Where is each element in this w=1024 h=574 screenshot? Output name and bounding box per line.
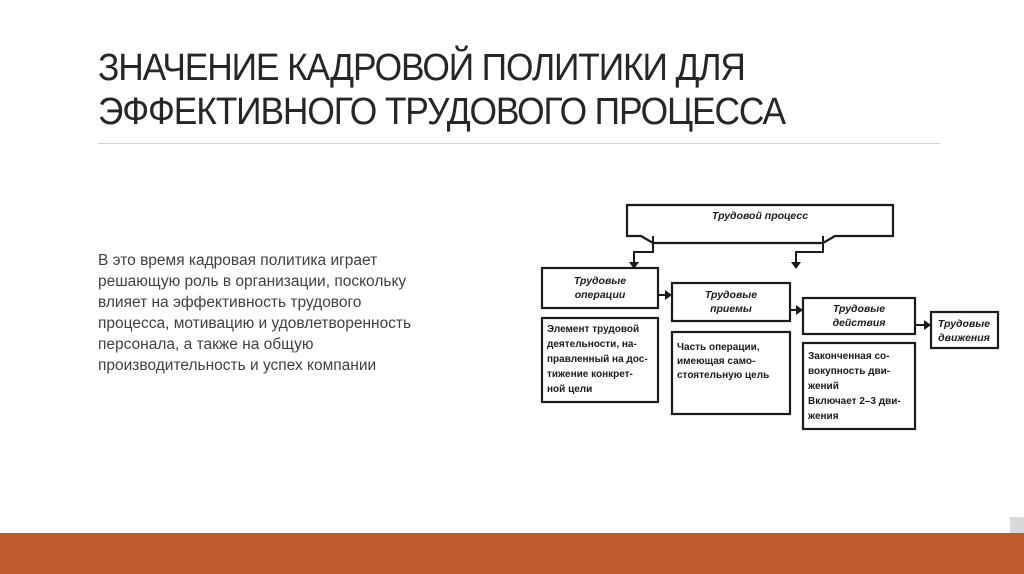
body-line: влияет на эффективность трудового xyxy=(98,294,362,311)
techniques-title-2: приемы xyxy=(710,303,752,315)
actions-desc-line: жений xyxy=(808,381,839,392)
actions-desc-line: Законченная со- xyxy=(808,351,890,362)
techniques-title-1: Трудовые xyxy=(704,289,758,301)
operations-desc-line: ной цели xyxy=(547,384,593,395)
body-line: производительность и успех компании xyxy=(98,357,377,374)
body-line: В это время кадровая политика играет xyxy=(98,252,378,269)
actions-desc-line: Включает 2–3 дви- xyxy=(808,396,901,407)
actions-desc-line: вокупность дви- xyxy=(808,366,891,377)
operations-box xyxy=(542,268,658,308)
techniques-desc-line: имеющая само- xyxy=(677,356,756,367)
actions-title-2: действия xyxy=(832,317,886,329)
actions-desc-line: жения xyxy=(808,411,839,422)
body-line: процесса, мотивацию и удовлетворенность xyxy=(98,315,412,332)
operations-title-2: операции xyxy=(574,289,626,301)
root-arrow-right-head xyxy=(791,262,801,269)
operations-desc-line: Элемент трудовой xyxy=(547,324,640,335)
root-label: Трудовой процесс xyxy=(711,210,809,222)
techniques-desc-line: Часть операции, xyxy=(677,342,760,353)
techniques-desc-line: стоятельную цель xyxy=(677,370,770,381)
operations-desc-line: деятельности, на- xyxy=(547,339,637,350)
slide-title-line-2: ЭФФЕКТИВНОГО ТРУДОВОГО ПРОЦЕССА xyxy=(98,91,785,133)
actions-title-1: Трудовые xyxy=(832,303,886,315)
movements-title-2: движения xyxy=(938,332,990,344)
operations-desc-line: правленный на дос- xyxy=(547,354,648,365)
body-line: персонала, а также на общую xyxy=(98,336,314,353)
footer-bar xyxy=(0,533,1024,574)
operations-desc-line: тижение конкрет- xyxy=(547,369,633,380)
body-line: решающую роль в организации, поскольку xyxy=(98,273,407,290)
slide-title-line-1: ЗНАЧЕНИЕ КАДРОВОЙ ПОЛИТИКИ ДЛЯ xyxy=(98,47,745,89)
movements-title-1: Трудовые xyxy=(937,318,991,330)
operations-title-1: Трудовые xyxy=(573,275,627,287)
